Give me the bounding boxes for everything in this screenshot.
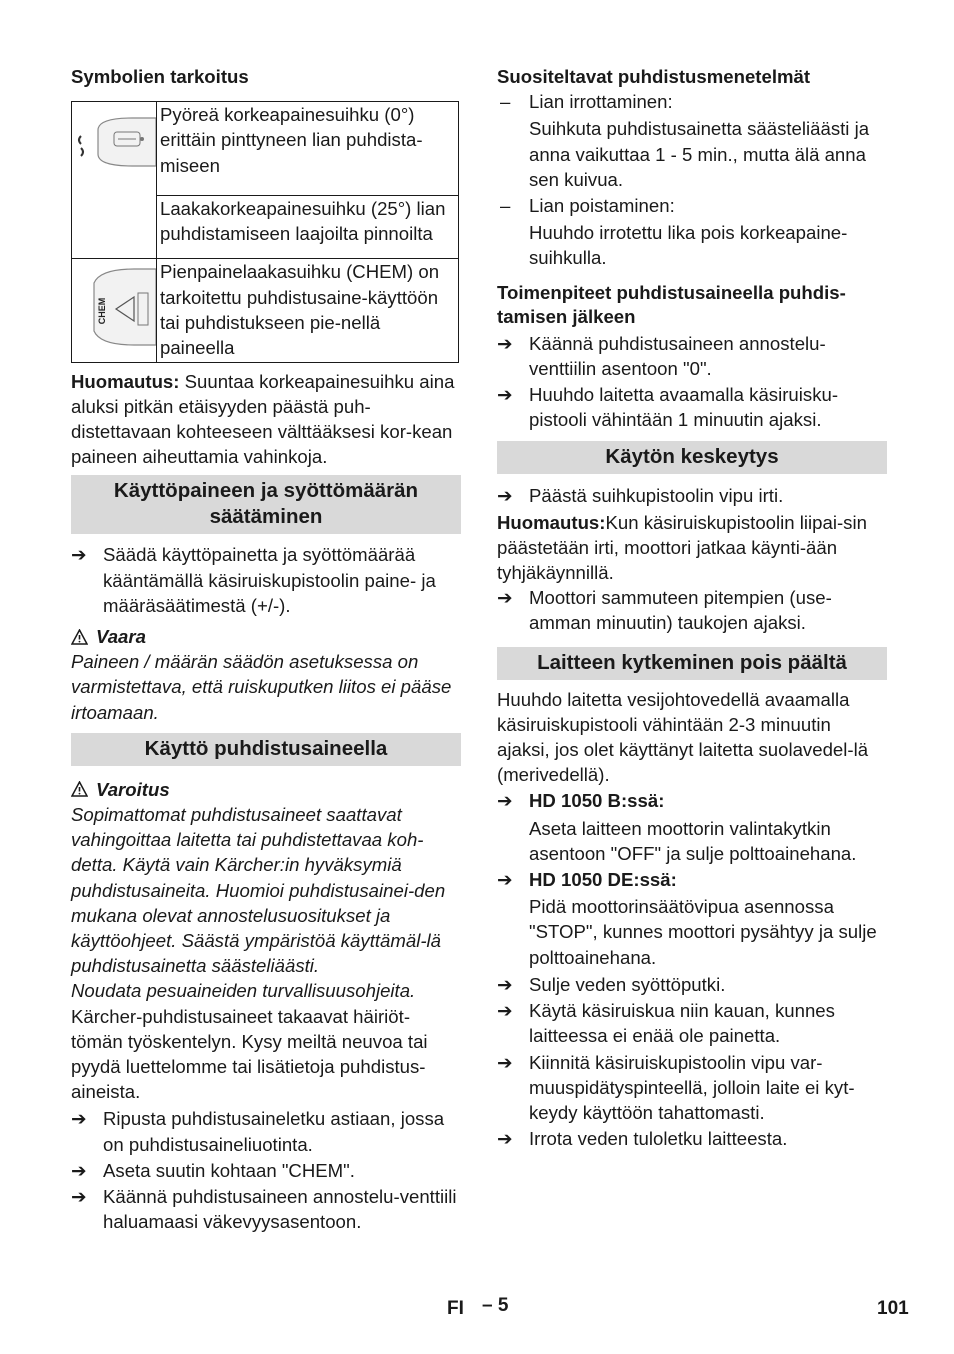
dash-bullet: – xyxy=(500,195,511,217)
arrow-icon: ➔ xyxy=(497,1000,513,1022)
note-label: Huomautus: xyxy=(497,511,606,533)
arrow-icon: ➔ xyxy=(497,332,513,354)
arrow-icon: ➔ xyxy=(497,790,513,812)
arrow-icon: ➔ xyxy=(497,869,513,891)
method-text: Suihkuta puhdistusainetta säästeliäästi ja anna vaikuttaa 1 - 5 min., mutta älä anna sen kuivua. xyxy=(529,118,870,190)
step-text: Huuhdo laitetta avaamalla käsiruisku-pistooli vähintään 1 minuutin ajaksi. xyxy=(529,384,839,431)
symbols-heading: Symbolien tarkoitus xyxy=(71,66,249,87)
step-item xyxy=(497,585,887,635)
nozzle-rotary-image xyxy=(72,102,157,259)
warning-text: Sopimattomat puhdistusaineet saattavat vahingoittaa laitetta tai puhdistettavaa koh-detta. Käytä vain Kärcher:in hyväksymiä puhdistusaineita. Huomioi puhdistusainei-den mukana olevat annostelusuositukset ja käyttöohjeet. Säästä ympäristöä käyttämäl-lä puhdistusainetta säästeliäästi. xyxy=(71,804,446,977)
model-label: HD 1050 B:ssä: xyxy=(529,790,665,812)
step-item xyxy=(71,1184,461,1234)
arrow-icon: ➔ xyxy=(71,1159,87,1181)
symbol-description: Pyöreä korkeapainesuihku (0°) erittäin pinttyneen lian puhdista-miseen xyxy=(157,102,459,196)
right-column xyxy=(497,64,887,1151)
note-label: Huomautus: xyxy=(71,370,180,392)
step-item xyxy=(71,1106,461,1156)
step-text: Aseta suutin kohtaan "CHEM". xyxy=(103,1159,355,1181)
step-text: Ripusta puhdistusaineletku astiaan, jossa on puhdistusaineliuotinta. xyxy=(103,1108,445,1155)
model-item xyxy=(497,788,887,813)
arrow-icon: ➔ xyxy=(71,544,87,566)
note-text: Suuntaa korkeapainesuihku aina aluksi pitkän etäisyyden päästä puh-distettavaan kohteeseen välttääksesi kor-kean paineen aiheuttamia vahinkoja. xyxy=(71,370,455,468)
danger-heading xyxy=(71,624,461,649)
step-item xyxy=(497,1050,887,1126)
shutdown-intro: Huuhdo laitetta vesijohtovedellä avaamalla käsiruiskupistooli vähintään 2-3 minuutin ajaksi, jos olet käyttänyt laitetta suolavedel-lä (merivedellä). xyxy=(497,688,869,786)
warning-heading xyxy=(71,777,461,802)
nozzle-chem-icon xyxy=(72,259,156,355)
arrow-icon: ➔ xyxy=(71,1108,87,1130)
step-text: Käännä puhdistusaineen annostelu-venttiilin asentoon "0". xyxy=(529,332,826,379)
warning-triangle-icon xyxy=(71,781,88,797)
section-title-detergent: Käyttö puhdistusaineella xyxy=(71,733,461,766)
symbol-description: Pienpainelaakasuihku (CHEM) on tarkoitettu puhdistusaine-käyttöön tai puhdistukseen pie-nellä paineella xyxy=(157,259,459,362)
model-label: HD 1050 DE:ssä: xyxy=(529,869,677,891)
model-text: Aseta laitteen moottorin valintakytkin asentoon "OFF" ja sulje polttoainehana. xyxy=(529,817,857,864)
page-number: 101 xyxy=(877,1298,909,1319)
methods-heading: Suositeltavat puhdistusmenetelmät xyxy=(497,66,811,87)
danger-text: Paineen / määrän säädön asetuksessa on varmistettava, että ruiskuputken liitos ei pääse irtoamaan. xyxy=(71,651,452,723)
nozzle-rotary-icon xyxy=(72,102,156,252)
step-item xyxy=(497,998,887,1048)
arrow-icon: ➔ xyxy=(497,587,513,609)
arrow-icon: ➔ xyxy=(71,1186,87,1208)
step-text: Käytä käsiruiskua niin kauan, kunnes laitteessa ei enää ole painetta. xyxy=(529,1000,835,1047)
section-title-pressure: Käyttöpaineen ja syöttömäärän säätäminen xyxy=(71,475,461,534)
arrow-icon: ➔ xyxy=(497,384,513,406)
footer-section-page: – 5 xyxy=(482,1295,509,1316)
step-text: Sulje veden syöttöputki. xyxy=(529,973,726,995)
step-item xyxy=(71,542,461,618)
method-text: Huuhdo irrotettu lika pois korkeapaine-suihkulla. xyxy=(529,222,848,269)
symbols-table xyxy=(71,101,459,362)
method-title: Lian poistaminen: xyxy=(529,195,675,217)
step-text: Moottori sammuteen pitempien (use-amman minuutin) taukojen ajaksi. xyxy=(529,587,832,634)
section-title-interruption: Käytön keskeytys xyxy=(497,441,887,474)
left-column xyxy=(71,64,461,1235)
step-item xyxy=(497,1126,887,1151)
step-item xyxy=(497,382,887,432)
safety-note: Noudata pesuaineiden turvallisuusohjeita. xyxy=(71,980,416,1002)
step-text: Käännä puhdistusaineen annostelu-venttiili haluamaasi väkevyysasentoon. xyxy=(103,1186,457,1233)
after-heading: Toimenpiteet puhdistusaineella puhdis-tamisen jälkeen xyxy=(497,281,846,327)
step-item xyxy=(497,972,887,997)
arrow-icon: ➔ xyxy=(497,1051,513,1073)
note-text: Kun käsiruiskupistoolin liipai-sin päästetään irti, moottori jatkaa käynti-ään tyhjäkäynnillä. xyxy=(497,511,867,584)
model-text: Pidä moottorinsäätövipua asennossa "STOP", kunnes moottori pysähtyy ja sulje polttoainehana. xyxy=(529,896,877,968)
step-text: Kiinnitä käsiruiskupistoolin vipu var-muuspidätyspinteellä, jolloin laite ei kyt-keydy käyttöön tahattomasti. xyxy=(529,1051,855,1123)
step-item xyxy=(497,483,887,508)
note-paragraph xyxy=(71,369,461,470)
dash-bullet: – xyxy=(500,91,511,113)
note-paragraph xyxy=(497,510,887,586)
step-item xyxy=(497,331,887,381)
method-title: Lian irrottaminen: xyxy=(529,91,673,113)
model-item xyxy=(497,867,887,892)
symbol-description: Laakakorkeapainesuihku (25°) lian puhdistamiseen laajoilta pinnoilta xyxy=(157,196,459,259)
karcher-text: Kärcher-puhdistusaineet takaavat häiriöt-tömän työskentelyn. Kysy meiltä neuvoa tai pyydä luettelomme tai lisätietoja puhdistus-aineista. xyxy=(71,1005,428,1103)
arrow-icon: ➔ xyxy=(497,485,513,507)
method-item xyxy=(497,89,887,114)
arrow-icon: ➔ xyxy=(497,1128,513,1150)
method-item xyxy=(497,193,887,218)
danger-label: Vaara xyxy=(96,626,146,648)
warning-label: Varoitus xyxy=(96,778,170,800)
chem-label: CHEM xyxy=(97,298,107,325)
step-text: Irrota veden tuloletku laitteesta. xyxy=(529,1128,788,1150)
rotate-icon xyxy=(79,136,83,156)
warning-triangle-icon xyxy=(71,629,88,645)
step-text: Säädä käyttöpainetta ja syöttömäärää kääntämällä käsiruiskupistoolin paine- ja määräsäätimestä (+/-). xyxy=(103,544,436,616)
arrow-icon: ➔ xyxy=(497,973,513,995)
section-title-shutdown: Laitteen kytkeminen pois päältä xyxy=(497,647,887,680)
step-item xyxy=(71,1158,461,1183)
footer-language: FI xyxy=(447,1298,464,1319)
nozzle-chem-image xyxy=(72,259,157,362)
step-text: Päästä suihkupistoolin vipu irti. xyxy=(529,485,784,507)
